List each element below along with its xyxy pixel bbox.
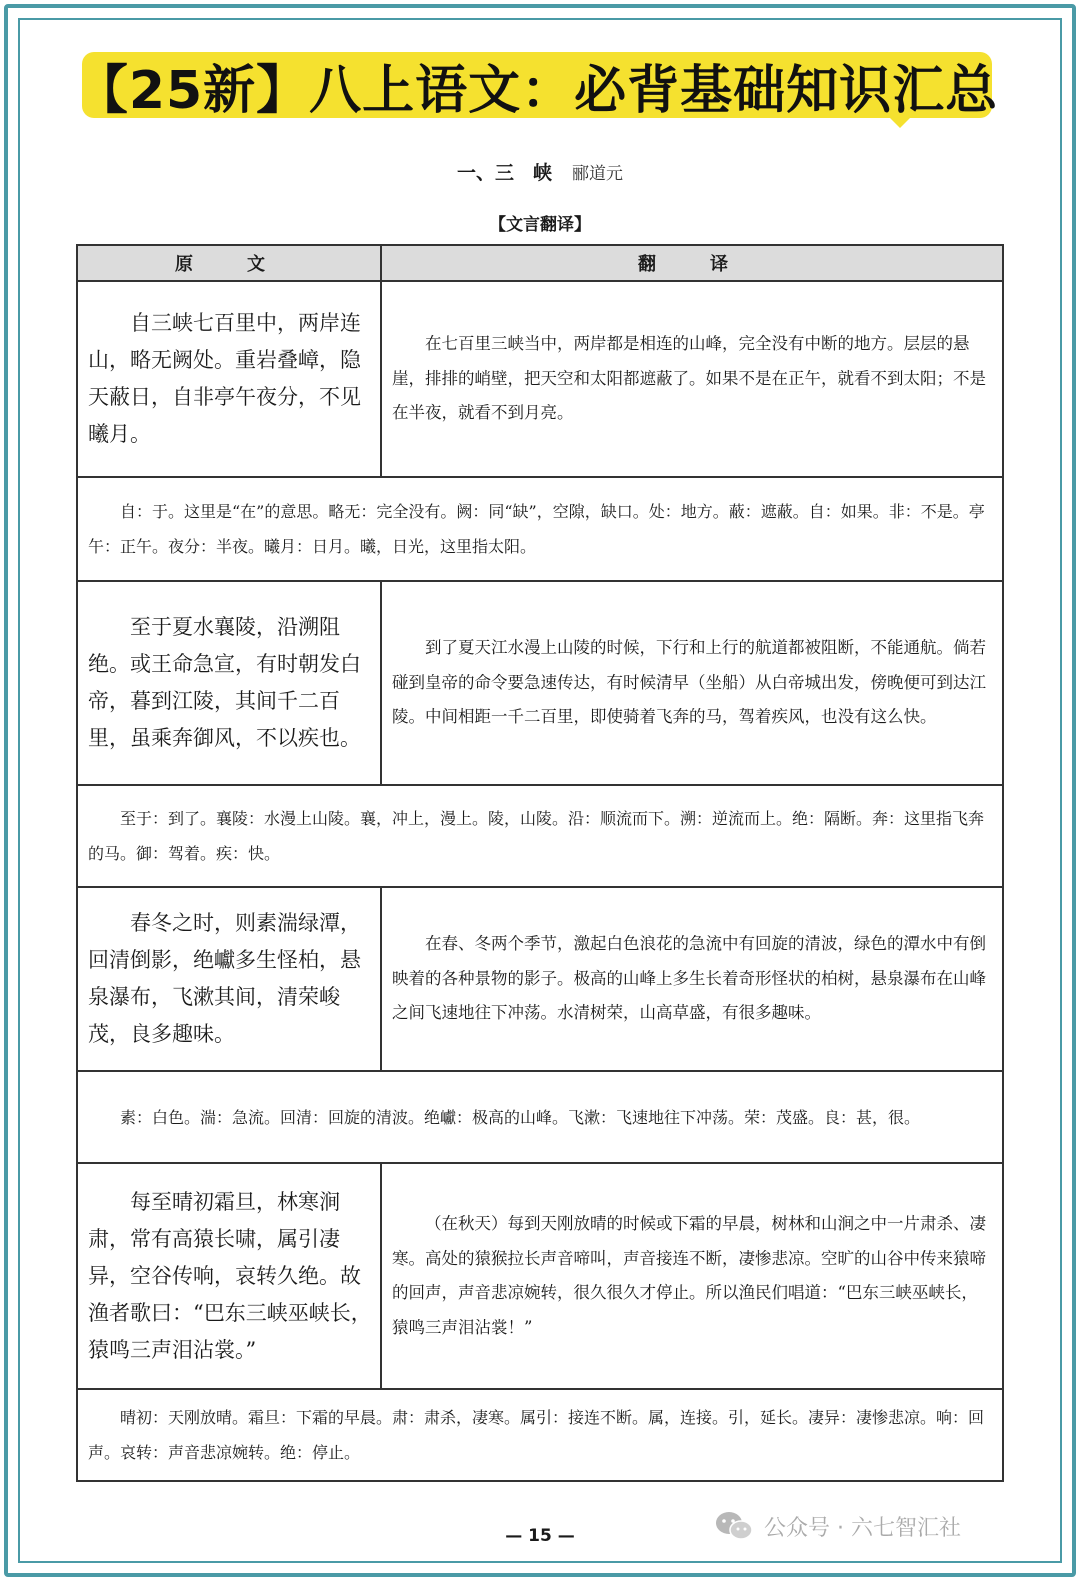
title-banner [75,52,999,121]
original-text: 春冬之时，则素湍绿潭，回清倒影，绝巘多生怪柏，悬泉瀑布，飞漱其间，清荣峻茂，良多趣味。 [88,911,361,1046]
subsection-title: 【文言翻译】 [489,215,591,235]
notes-cell [77,1071,1003,1163]
notes-cell [77,1389,1003,1481]
notes-text: 晴初：天刚放晴。霜旦：下霜的早晨。肃：肃杀，凄寒。属引：接连不断。属，连接。引，延长。凄异：凄惨悲凉。响：回声。哀转：声音悲凉婉转。绝：停止。 [88,1408,985,1462]
translation-table [76,244,1004,1482]
translation-text: 在七百里三峡当中，两岸都是相连的山峰，完全没有中断的地方。层层的悬崖，排排的峭壁，把天空和太阳都遮蔽了。如果不是在正午，就看不到太阳；不是在半夜，就看不到月亮。 [392,334,986,423]
passage-row [77,581,1003,785]
notes-row [77,477,1003,581]
original-text-cell [77,1163,381,1389]
passage-row [77,887,1003,1071]
header-original: 原 文 [77,245,381,281]
table-header-row [77,245,1003,281]
notes-row [77,1389,1003,1481]
notes-text: 素：白色。湍：急流。回清：回旋的清波。绝巘：极高的山峰。飞漱：飞速地往下冲荡。荣：茂盛。良：甚，很。 [120,1107,921,1127]
translation-text: （在秋天）每到天刚放晴的时候或下霜的早晨，树林和山涧之中一片肃杀、凄寒。高处的猿猴拉长声音啼叫，声音接连不断，凄惨悲凉。空旷的山谷中传来猿啼的回声，声音悲凉婉转，很久很久才停止。所以渔民们唱道：“巴东三峡巫峡长，猿鸣三声泪沾裳！” [392,1214,986,1337]
original-text: 至于夏水襄陵，沿溯阻绝。或王命急宣，有时朝发白帝，暮到江陵，其间千二百里，虽乘奔御风，不以疾也。 [88,615,361,750]
section-title: 一、三 峡 [456,162,552,184]
section-author: 郦道元 [572,164,624,184]
translation-text: 在春、冬两个季节，激起白色浪花的急流中有回旋的清波，绿色的潭水中有倒映着的各种景物的影子。极高的山峰上多生长着奇形怪状的柏树，悬泉瀑布在山峰之间飞速地往下冲荡。水清树荣，山高草盛，有很多趣味。 [392,934,986,1023]
passage-row [77,281,1003,477]
translation-text: 到了夏天江水漫上山陵的时候，下行和上行的航道都被阻断，不能通航。倘若碰到皇帝的命令要急速传达，有时候清早（坐船）从白帝城出发，傍晚便可到达江陵。中间相距一千二百里，即使骑着飞奔的马，驾着疾风，也没有这么快。 [392,638,986,727]
wechat-icon [714,1509,754,1543]
watermark-text: 公众号 · 六七智汇社 [764,1515,961,1541]
translation-cell [381,581,1003,785]
passage-row [77,1163,1003,1389]
watermark [714,1506,961,1546]
notes-cell [77,477,1003,581]
translation-cell [381,281,1003,477]
section-heading [0,158,1080,185]
notes-text: 至于：到了。襄陵：水漫上山陵。襄，冲上，漫上。陵，山陵。沿：顺流而下。溯：逆流而上。绝：隔断。奔：这里指飞奔的马。御：驾着。疾：快。 [88,809,985,863]
original-text-cell [77,581,381,785]
translation-cell [381,1163,1003,1389]
translation-cell [381,887,1003,1071]
banner-title: 【25新】八上语文：必背基础知识汇总 [75,60,999,121]
original-text-cell [77,887,381,1071]
original-text: 每至晴初霜旦，林寒涧肃，常有高猿长啸，属引凄异，空谷传响，哀转久绝。故渔者歌曰：“巴东三峡巫峡长，猿鸣三声泪沾裳。” [88,1189,372,1362]
notes-cell [77,785,1003,887]
original-text-cell [77,281,381,477]
original-text: 自三峡七百里中，两岸连山，略无阙处。重岩叠嶂，隐天蔽日，自非亭午夜分，不见曦月。 [88,311,361,446]
notes-text: 自：于。这里是“在”的意思。略无：完全没有。阙：同“缺”，空隙，缺口。处：地方。蔽：遮蔽。自：如果。非：不是。亭午：正午。夜分：半夜。曦月：日月。曦，日光，这里指太阳。 [88,502,985,556]
page-number: — 15 — [505,1526,575,1546]
header-translation: 翻 译 [381,245,1003,281]
notes-row [77,785,1003,887]
notes-row [77,1071,1003,1163]
